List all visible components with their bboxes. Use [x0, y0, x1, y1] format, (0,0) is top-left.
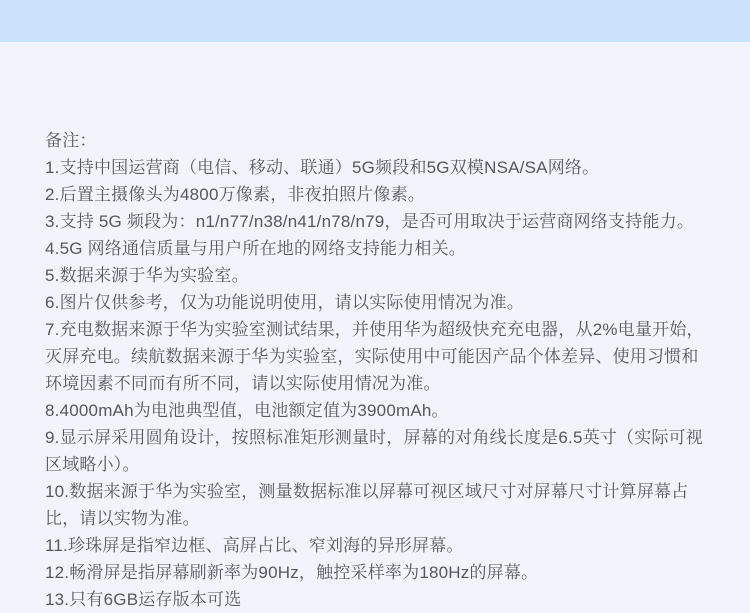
note-line-7: 7.充电数据来源于华为实验室测试结果，并使用华为超级快充充电器，从2%电量开始，灭屏充电。续航数据来源于华为实验室，实际使用中可能因产品个体差异、使用习惯和环境因素不同而有所不同，请以实际使用情况为准。	[45, 320, 704, 393]
note-line-10: 10.数据来源于华为实验室，测量数据标准以屏幕可视区域尺寸对屏幕尺寸计算屏幕占比，请以实物为准。	[45, 482, 689, 528]
note-line-4: 4.5G 网络通信质量与用户所在地的网络支持能力相关。	[45, 239, 466, 258]
note-line-8: 8.4000mAh为电池典型值，电池额定值为3900mAh。	[45, 401, 449, 420]
note-line-13: 13.只有6GB运存版本可选	[45, 590, 242, 609]
note-line-9: 9.显示屏采用圆角设计，按照标准矩形测量时，屏幕的对角线长度是6.5英寸（实际可视区域略小）。	[45, 428, 704, 474]
note-line-11: 11.珍珠屏是指窄边框、高屏占比、窄刘海的异形屏幕。	[45, 536, 464, 555]
note-line-5: 5.数据来源于华为实验室。	[45, 266, 249, 285]
header-band	[0, 0, 750, 42]
note-line-12: 12.畅滑屏是指屏幕刷新率为90Hz，触控采样率为180Hz的屏幕。	[45, 563, 539, 582]
note-line-1: 1.支持中国运营商（电信、移动、联通）5G频段和5G双模NSA/SA网络。	[45, 158, 600, 177]
notes-section	[45, 127, 711, 613]
notes-title: 备注：	[45, 131, 97, 150]
note-line-3: 3.支持 5G 频段为：n1/n77/n38/n41/n78/n79，是否可用取决于运营商网络支持能力。	[45, 212, 695, 231]
note-line-2: 2.后置主摄像头为4800万像素，非夜拍照片像素。	[45, 185, 425, 204]
note-line-6: 6.图片仅供参考，仅为功能说明使用，请以实际使用情况为准。	[45, 293, 524, 312]
